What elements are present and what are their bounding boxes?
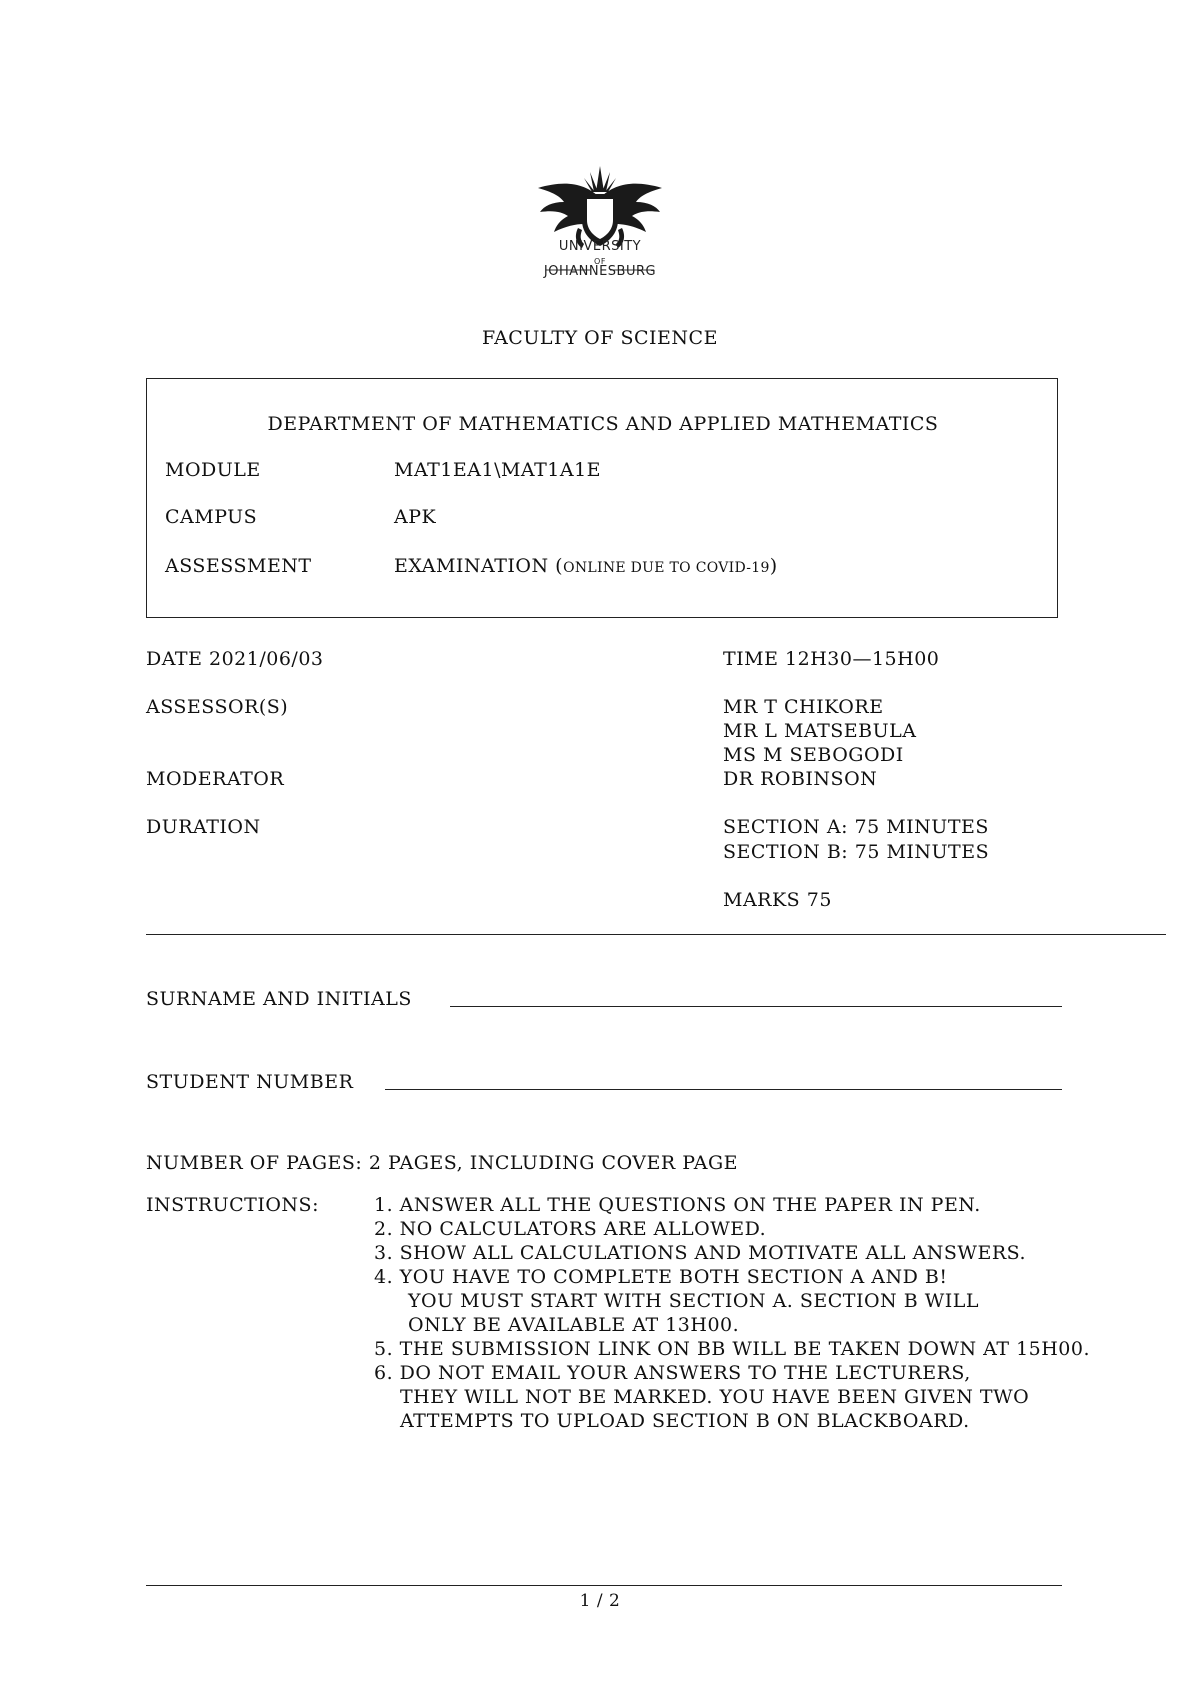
assessment-note-open: ( xyxy=(555,555,564,577)
instruction-line: 2. NO CALCULATORS ARE ALLOWED. xyxy=(374,1218,767,1240)
campus-label: CAMPUS xyxy=(165,506,258,528)
assessor-3: MS M SEBOGODI xyxy=(723,744,904,766)
logo-johannesburg-text: JOHANNESBURG xyxy=(543,264,657,279)
assessment-label: ASSESSMENT xyxy=(165,555,312,577)
exam-date: DATE 2021/06/03 xyxy=(146,648,324,670)
duration-section-b: SECTION B: 75 MINUTES xyxy=(723,841,990,863)
surname-input-line[interactable] xyxy=(450,1006,1062,1007)
surname-label: SURNAME AND INITIALS xyxy=(146,988,412,1010)
campus-value: APK xyxy=(394,506,437,528)
logo-of-text: OF xyxy=(594,257,606,266)
duration-label: DURATION xyxy=(146,816,261,838)
instruction-line: 1. ANSWER ALL THE QUESTIONS ON THE PAPER IN PEN. xyxy=(374,1194,981,1216)
number-of-pages: NUMBER OF PAGES: 2 PAGES, INCLUDING COVER PAGE xyxy=(146,1152,739,1174)
instruction-line: ATTEMPTS TO UPLOAD SECTION B ON BLACKBOARD. xyxy=(400,1410,970,1432)
logo-university-text: UNIVERSITY xyxy=(558,239,642,254)
instruction-line: YOU MUST START WITH SECTION A. SECTION B WILL xyxy=(408,1290,979,1312)
assessors-label: ASSESSOR(S) xyxy=(146,696,289,718)
total-marks: MARKS 75 xyxy=(723,889,832,911)
section-divider xyxy=(146,934,1166,935)
assessment-note-close: ) xyxy=(769,555,778,577)
instruction-line: 4. YOU HAVE TO COMPLETE BOTH SECTION A AND B! xyxy=(374,1266,948,1288)
assessment-type: EXAMINATION xyxy=(394,555,549,577)
faculty-title: FACULTY OF SCIENCE xyxy=(482,327,718,349)
module-value: MAT1EA1\MAT1A1E xyxy=(394,459,602,481)
exam-time: TIME 12H30—15H00 xyxy=(723,648,940,670)
department-title: DEPARTMENT OF MATHEMATICS AND APPLIED MATHEMATICS xyxy=(267,413,939,435)
assessor-1: MR T CHIKORE xyxy=(723,696,884,718)
moderator-value: DR ROBINSON xyxy=(723,768,878,790)
instruction-line: 6. DO NOT EMAIL YOUR ANSWERS TO THE LECTURERS, xyxy=(374,1362,971,1384)
instruction-line: 3. SHOW ALL CALCULATIONS AND MOTIVATE ALL ANSWERS. xyxy=(374,1242,1027,1264)
module-info-box xyxy=(146,378,1058,618)
assessor-2: MR L MATSEBULA xyxy=(723,720,917,742)
assessment-value xyxy=(394,555,778,577)
moderator-label: MODERATOR xyxy=(146,768,285,790)
module-label: MODULE xyxy=(165,459,261,481)
duration-section-a: SECTION A: 75 MINUTES xyxy=(723,816,989,838)
instruction-line: 5. THE SUBMISSION LINK ON BB WILL BE TAKEN DOWN AT 15H00. xyxy=(374,1338,1091,1360)
footer-divider xyxy=(146,1585,1062,1586)
instruction-line: ONLY BE AVAILABLE AT 13H00. xyxy=(408,1314,740,1336)
page-number: 1 / 2 xyxy=(579,1591,621,1611)
instructions-label: INSTRUCTIONS: xyxy=(146,1194,319,1216)
assessment-note: ONLINE DUE TO COVID-19 xyxy=(563,560,770,576)
instruction-line: THEY WILL NOT BE MARKED. YOU HAVE BEEN GIVEN TWO xyxy=(400,1386,1030,1408)
student-number-label: STUDENT NUMBER xyxy=(146,1071,354,1093)
student-number-input-line[interactable] xyxy=(385,1089,1062,1090)
